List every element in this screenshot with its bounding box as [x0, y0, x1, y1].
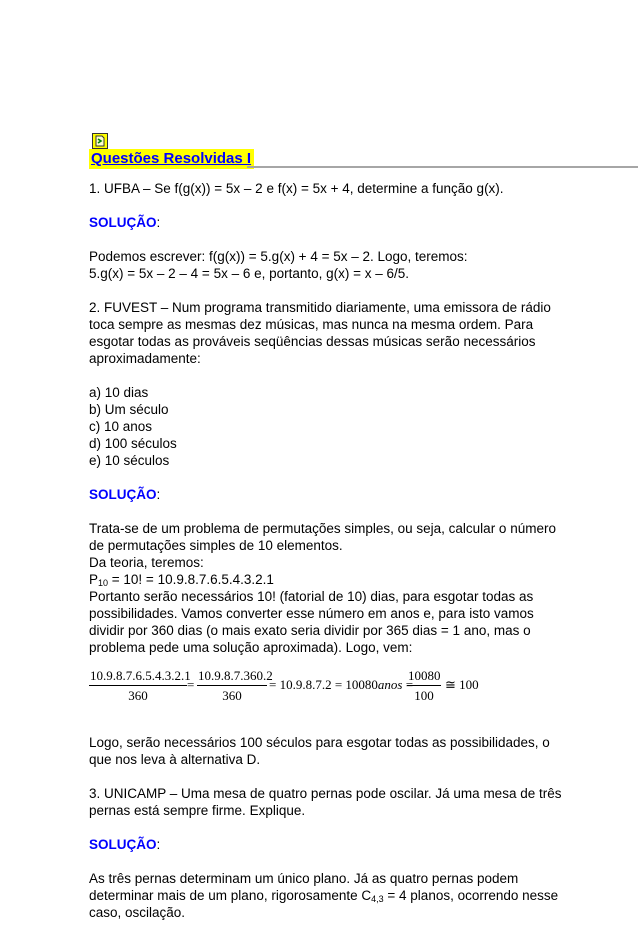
approx-result: ≅ 100 — [445, 677, 479, 692]
fraction-3 — [407, 667, 441, 706]
solution-3-body — [89, 870, 559, 921]
solution-1-line-1: Podemos escrever: f(g(x)) = 5.g(x) + 4 = 5x – 2. Logo, teremos: — [89, 249, 468, 264]
fraction-1-numerator: 10.9.8.7.6.5.4.3.2.1 — [89, 667, 187, 686]
solution-2-line-2: de permutações simples de 10 elementos. — [89, 538, 343, 553]
conclusion-line-2: que nos leva à alternativa D. — [89, 752, 261, 767]
conclusion-line-1: Logo, serão necessários 100 séculos para esgotar todas as possibilidades, o — [89, 735, 550, 750]
solution-label: SOLUÇÃO — [89, 487, 157, 502]
question-3-line-2: pernas está sempre firme. Explique. — [89, 803, 306, 818]
fraction-3-denominator: 100 — [414, 688, 434, 703]
question-2-line-4: aproximadamente: — [89, 351, 201, 366]
option-e: e) 10 séculos — [89, 453, 170, 468]
solution-3-line-2-a: determinar mais de um plano, rigorosamente C — [89, 888, 372, 903]
question-2-statement — [89, 299, 559, 367]
solution-1-line-2: 5.g(x) = 5x – 2 – 4 = 5x – 6 e, portanto, g(x) = x – 6/5. — [89, 266, 410, 281]
solution-2-line-6: possibilidades. Vamos converter esse número em anos e, para isto vamos — [89, 606, 534, 621]
equals-2-text: = 10.9.8.7.2 = 10080 — [269, 677, 378, 692]
solution-3-heading — [89, 836, 559, 853]
p10-subscript: 10 — [98, 578, 109, 588]
fraction-2-denominator: 360 — [222, 688, 242, 703]
solution-2-line-8: problema pede uma solução aproximada). Logo, vem: — [89, 640, 413, 655]
question-3-statement — [89, 785, 562, 819]
solution-2-line-5: Portanto serão necessários 10! (fatorial de 10) dias, para esgotar todas as — [89, 589, 534, 604]
solution-2-line-1: Trata-se de um problema de permutações simples, ou seja, calcular o número — [89, 521, 556, 536]
combination-subscript: 4,3 — [371, 894, 384, 904]
question-2-line-3: esgotar todas as prováveis seqüências dessas músicas serão necessários — [89, 334, 536, 349]
option-c: c) 10 anos — [89, 419, 153, 434]
option-d: d) 100 séculos — [89, 436, 177, 451]
page-title: Questões Resolvidas I — [89, 149, 254, 169]
p10-letter: P — [89, 572, 99, 587]
solution-label: SOLUÇÃO — [89, 837, 157, 852]
solution-2-line-7: dividir por 360 dias (o mais exato seria dividir por 365 dias = 1 ano, mas o — [89, 623, 531, 638]
title-divider — [247, 166, 638, 168]
document-body — [89, 180, 562, 938]
solution-2-line-3: Da teoria, teremos: — [89, 555, 204, 570]
question-1-statement — [89, 180, 559, 197]
solution-3-line-2-b: = 4 planos, ocorrendo nesse — [383, 888, 559, 903]
fraction-3-numerator: 10080 — [407, 667, 441, 686]
question-2-line-1: 2. FUVEST – Num programa transmitido diariamente, uma emissora de rádio — [89, 300, 551, 315]
solution-3-line-3: caso, oscilação. — [89, 905, 186, 920]
question-2-conclusion — [89, 734, 559, 768]
solution-2-body — [89, 520, 559, 656]
solution-label: SOLUÇÃO — [89, 215, 157, 230]
solution-colon: : — [156, 215, 161, 230]
equals-3: = — [405, 677, 414, 692]
option-a: a) 10 dias — [89, 385, 149, 400]
p10-line — [89, 571, 559, 588]
solution-1-body — [89, 248, 559, 282]
equals-1: = — [187, 677, 195, 692]
factorial-formula — [89, 667, 559, 719]
question-2-options — [89, 384, 559, 469]
solution-2-heading — [89, 486, 559, 503]
question-1-text: 1. UFBA – Se f(g(x)) = 5x – 2 e f(x) = 5x + 4, determine a função g(x). — [89, 181, 504, 196]
document-arrow-icon[interactable] — [92, 133, 108, 149]
fraction-1-denominator: 360 — [128, 688, 148, 703]
p10-expression: = 10! = 10.9.8.7.6.5.4.3.2.1 — [108, 572, 274, 587]
solution-3-line-1: As três pernas determinam um único plano. Já as quatro pernas podem — [89, 871, 519, 886]
solution-3-line-2 — [89, 887, 559, 904]
anos-text: anos — [377, 677, 403, 692]
fraction-2 — [197, 667, 273, 706]
solution-colon: : — [156, 837, 161, 852]
fraction-1 — [89, 667, 191, 706]
question-3-line-1: 3. UNICAMP – Uma mesa de quatro pernas pode oscilar. Já uma mesa de três — [89, 786, 562, 801]
question-2-line-2: toca sempre as mesmas dez músicas, mas nunca na mesma ordem. Para — [89, 317, 534, 332]
solution-1-heading — [89, 214, 559, 231]
option-b: b) Um século — [89, 402, 169, 417]
fraction-2-numerator: 10.9.8.7.360.2 — [197, 667, 267, 686]
equals-2 — [269, 676, 413, 693]
solution-colon: : — [156, 487, 161, 502]
